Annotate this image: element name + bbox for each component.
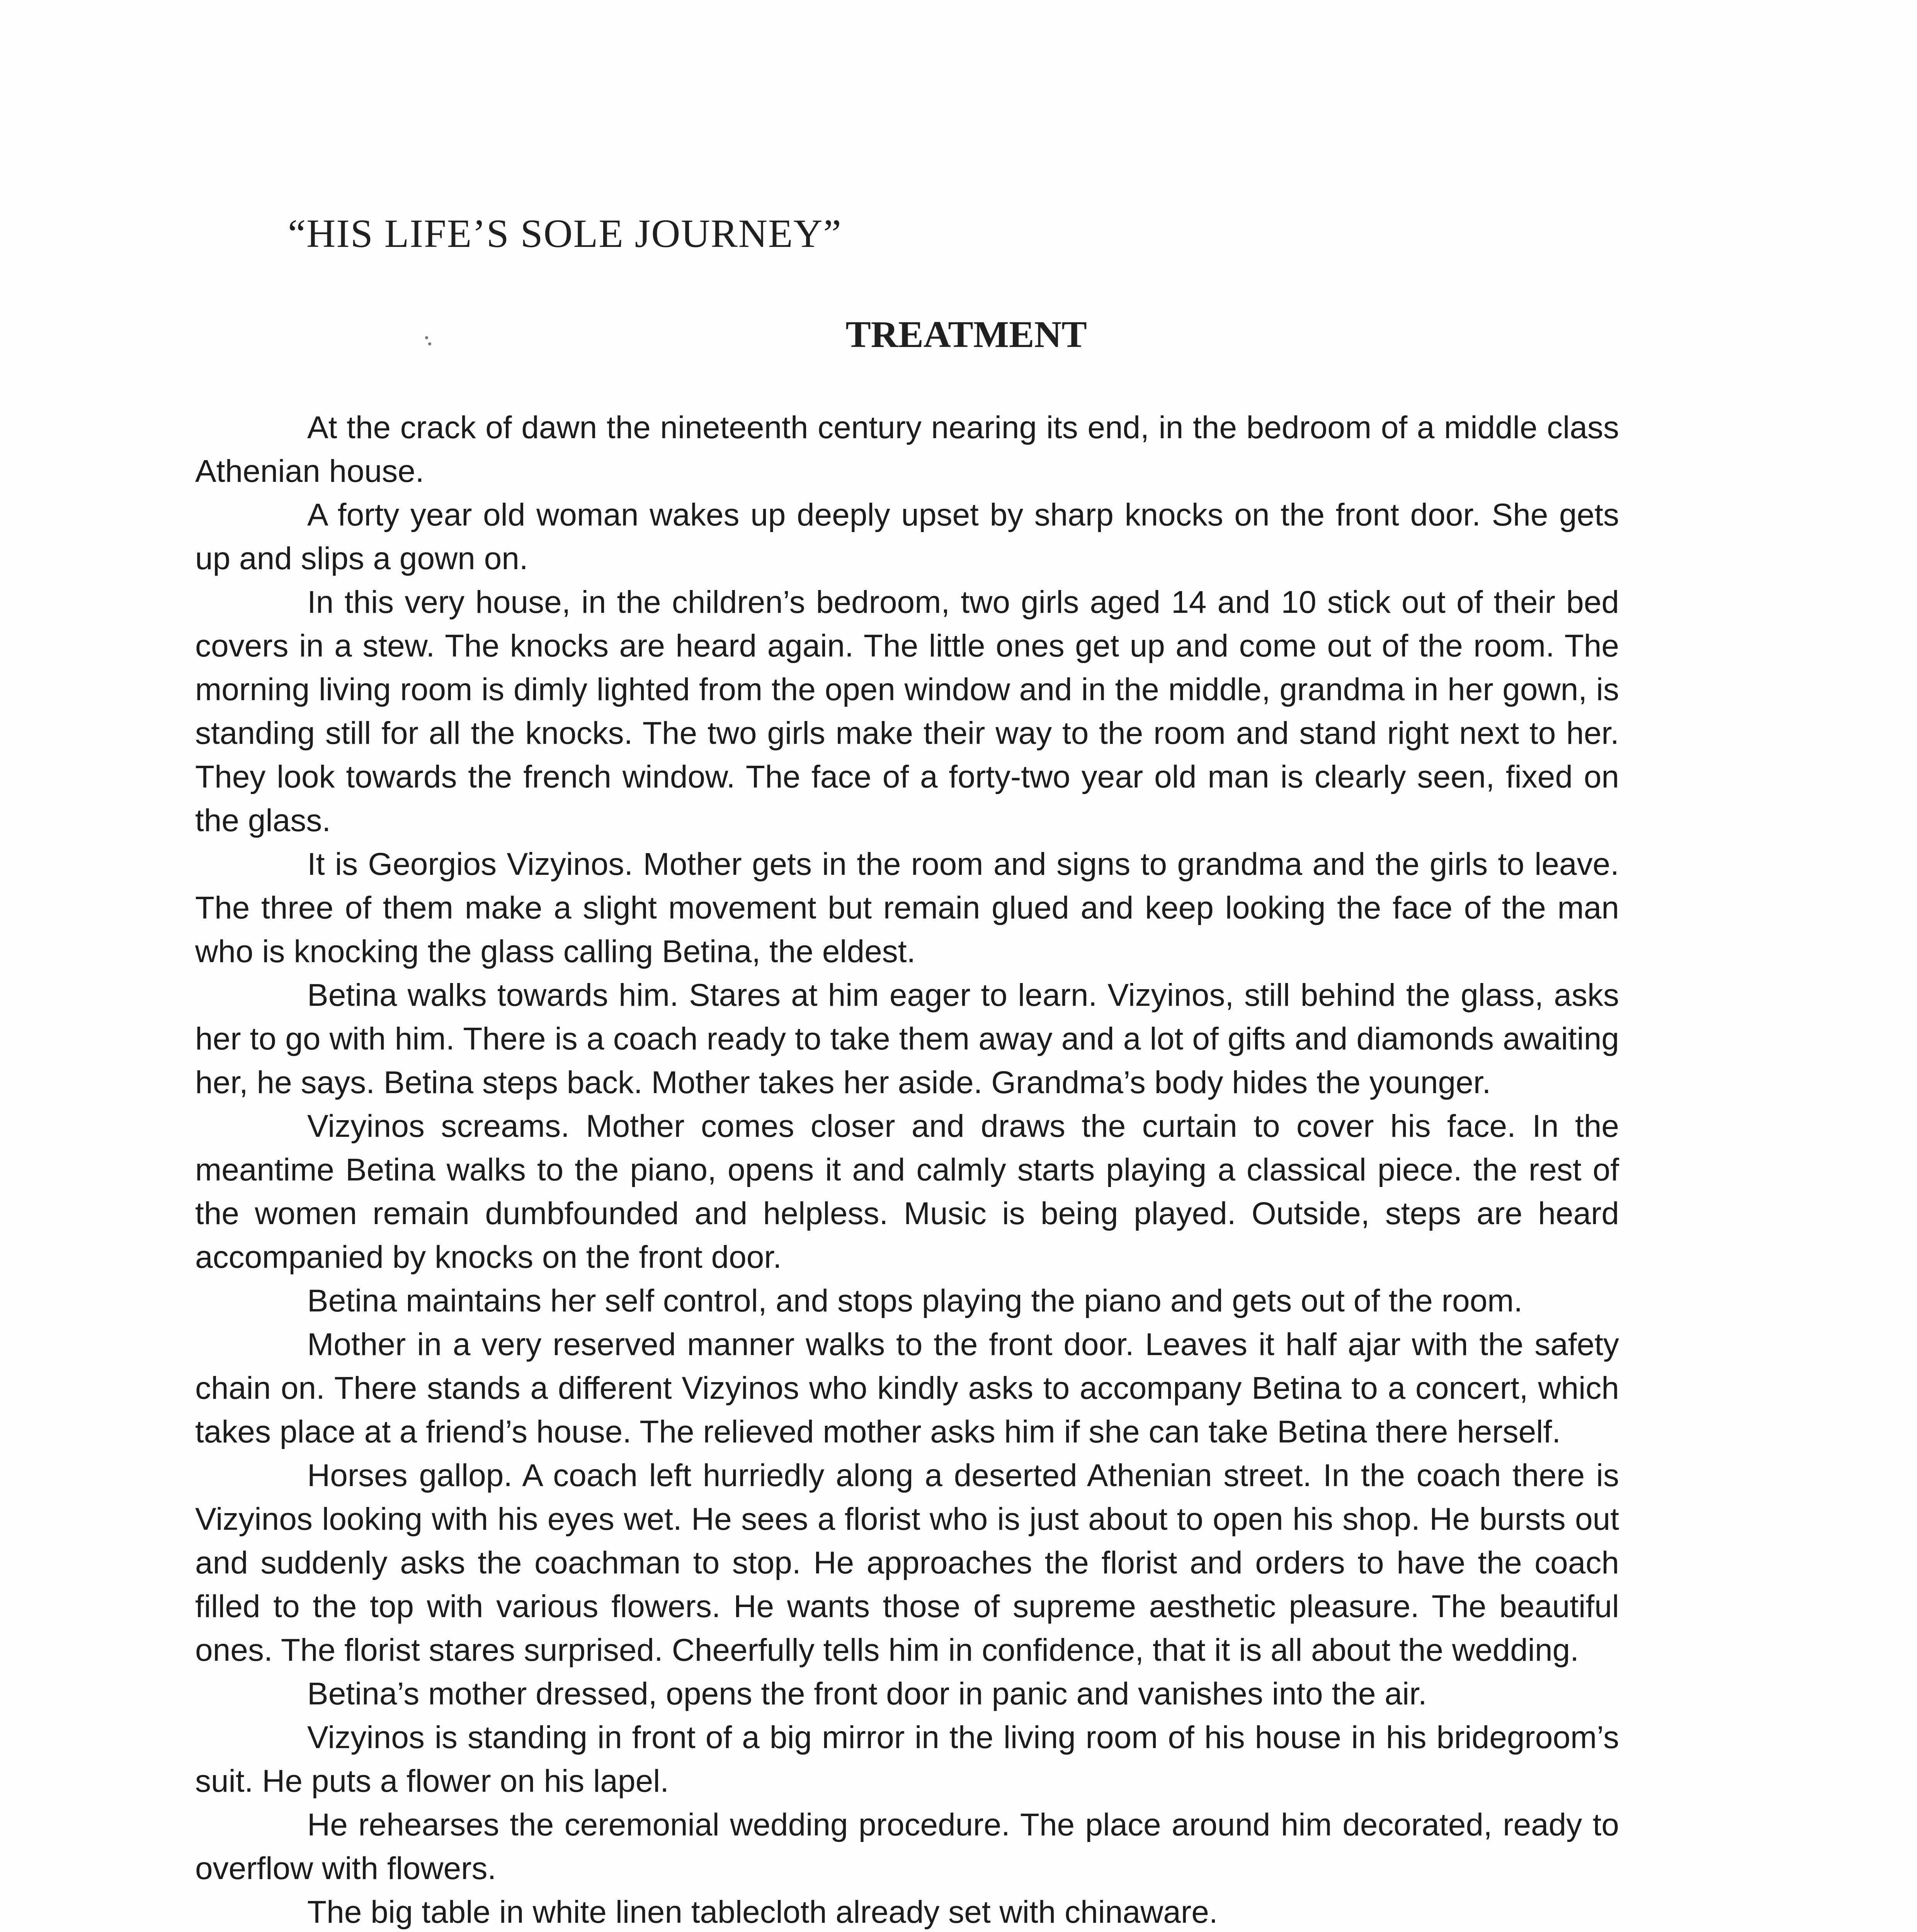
paragraph: Horses gallop. A coach left hurriedly along a deserted Athenian street. In the coach there is Vizyinos looking with his eyes wet. He sees a florist who is just about to open his shop. He bursts out and suddenly asks the coachman to stop. He approaches the florist and orders to have the coach filled to the top with various flowers. He wants those of supreme aesthetic pleasure. The beautiful ones. The florist stares surprised. Cheerfully tells him in confidence, that it is all about the wedding. — [195, 1458, 1619, 1668]
paragraph: Vizyinos screams. Mother comes closer and draws the curtain to cover his face. In the meantime Betina walks to the piano, opens it and calmly starts playing a classical piece. the rest of the women remain dumbfounded and helpless. Music is being played. Outside, steps are heard accompanied by knocks on the front door. — [195, 1109, 1619, 1275]
paragraph: Betina’s mother dressed, opens the front door in panic and vanishes into the air. — [307, 1676, 1427, 1711]
paragraph: The big table in white linen tablecloth already set with chinaware. — [307, 1895, 1218, 1930]
body-text — [195, 406, 1619, 1932]
paragraph: It is Georgios Vizyinos. Mother gets in the room and signs to grandma and the girls to leave. The three of them make a slight movement but remain glued and keep looking the face of the man who is knocking the glass calling Betina, the eldest. — [195, 847, 1619, 969]
scan-speck — [428, 342, 431, 345]
section-heading: TREATMENT — [845, 314, 1087, 355]
scan-speck — [425, 336, 428, 339]
paragraph: Betina maintains her self control, and stops playing the piano and gets out of the room. — [307, 1283, 1523, 1318]
paragraph: In this very house, in the children’s bedroom, two girls aged 14 and 10 stick out of their bed covers in a stew. The knocks are heard again. The little ones get up and come out of the room. The morning living room is dimly lighted from the open window and in the middle, grandma in her gown, is standing still for all the knocks. The two girls make their way to the room and stand right next to her. They look towards the french window. The face of a forty-two year old man is clearly seen, fixed on the glass. — [195, 585, 1619, 838]
paragraph: He rehearses the ceremonial wedding procedure. The place around him decorated, ready to overflow with flowers. — [195, 1807, 1619, 1886]
paragraph: A forty year old woman wakes up deeply upset by sharp knocks on the front door. She gets up and slips a gown on. — [195, 497, 1619, 576]
paragraph: Mother in a very reserved manner walks to the front door. Leaves it half ajar with the safety chain on. There stands a different Vizyinos who kindly asks to accompany Betina to a concert, which takes place at a friend’s house. The relieved mother asks him if she can take Betina there herself. — [195, 1327, 1619, 1449]
paragraph: Betina walks towards him. Stares at him eager to learn. Vizyinos, still behind the glass, asks her to go with him. There is a coach ready to take them away and a lot of gifts and diamonds awaiting her, he says. Betina steps back. Mother takes her aside. Grandma’s body hides the younger. — [195, 978, 1619, 1100]
paragraph: Vizyinos is standing in front of a big mirror in the living room of his house in his bridegroom’s suit. He puts a flower on his lapel. — [195, 1720, 1619, 1799]
paragraph: At the crack of dawn the nineteenth century nearing its end, in the bedroom of a middle class Athenian house. — [195, 410, 1619, 489]
document-title: “HIS LIFE’S SOLE JOURNEY” — [288, 211, 842, 256]
